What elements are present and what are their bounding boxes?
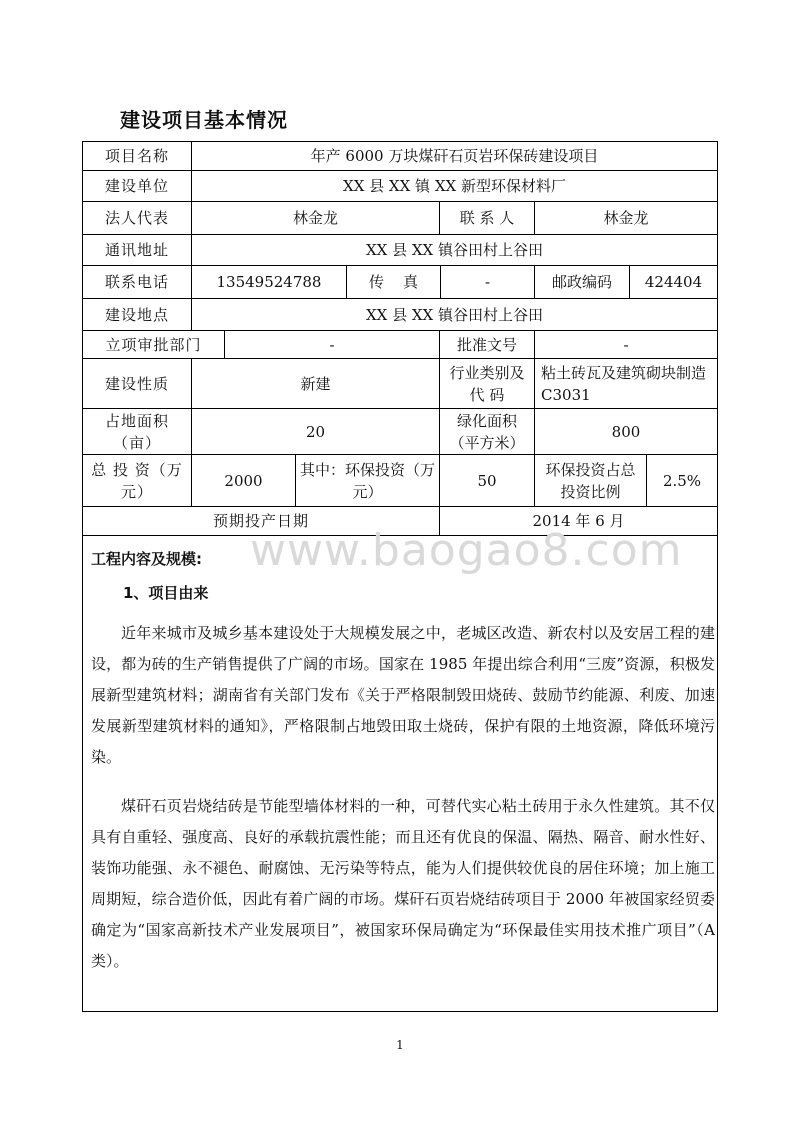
cell-label: 其中：环保投资（万元） [295,455,439,506]
cell-value: 年产 6000 万块煤矸石页岩环保砖建设项目 [191,142,717,170]
cell-value: - [440,266,534,298]
cell-label: 建设单位 [104,177,169,195]
cell-value: XX 县 XX 镇 XX 新型环保材料厂 [191,171,717,201]
cell-label: 环保投资占总投资比例 [534,455,646,506]
subsection-title: 1、项目由来 [123,584,209,602]
cell-value: 新建 [191,359,439,408]
cell-value: 50 [439,455,534,506]
cell-label: 建设地点 [104,305,169,324]
cell-value: 2014 年 6 月 [439,507,717,535]
cell-value: - [224,331,439,358]
cell-label: 项目名称 [104,147,169,165]
watermark: www.baogao8.com [250,525,683,576]
table-row [83,299,717,331]
cell-value: XX 县 XX 镇谷田村上谷田 [191,299,717,330]
cell-value: 粘土砖瓦及建筑砌块制造 C3031 [534,359,717,408]
cell-value: 林金龙 [191,202,439,234]
table-row [83,409,717,455]
table-row [83,455,717,507]
cell-value: 13549524788 [191,266,346,298]
table-row [83,171,717,202]
cell-label: 法人代表 [104,209,169,227]
cell-value: 424404 [629,266,717,298]
cell-label: 批准文号 [439,331,534,358]
cell-label: 建设性质 [104,374,169,393]
table-row [83,266,717,299]
cell-label: 联系电话 [104,273,169,291]
cell-value: 20 [191,409,439,454]
cell-value: 2.5% [646,455,717,506]
cell-value: 2000 [191,455,295,506]
cell-value: 林金龙 [534,202,717,234]
cell-label: 占地面积（亩） [104,411,169,452]
cell-value: XX 县 XX 镇谷田村上谷田 [191,235,717,265]
cell-label: 联 系 人 [439,202,534,234]
cell-label: 总 投 资（万 元） [91,460,183,501]
section-title: 工程内容及规模: [91,550,202,568]
cell-value: - [534,331,717,358]
table-row [83,142,717,171]
cell-label: 绿化面积（平方米） [439,409,534,454]
cell-label: 传 真 [346,266,440,298]
page-title: 建设项目基本情况 [120,108,288,132]
page-number: 1 [396,1038,404,1052]
cell-label: 邮政编码 [534,266,629,298]
project-info-table [82,141,718,1012]
table-row [83,202,717,235]
paragraph: 近年来城市及城乡基本建设处于大规模发展之中，老城区改造、新农村以及安居工程的建设，都为砖的生产销售提供了广阔的市场。国家在 1985 年提出综合利用“三废”资源，积极发展新型建筑材料；湖南省有关部门发布《关于严格限制毁田烧砖、鼓励节约能源、利废、加速发展新型建筑材料的通知》，严格限制占地毁田取土烧砖，保护有限的土地资源，降低环境污染。 [91,624,715,766]
paragraph: 煤矸石页岩烧结砖是节能型墙体材料的一种，可替代实心粘土砖用于永久性建筑。其不仅具有自重轻、强度高、良好的承载抗震性能；而且还有优良的保温、隔热、隔音、耐水性好、装饰功能强、永不褪色、耐腐蚀、无污染等特点，能为人们提供较优良的居住环境；加上施工周期短，综合造价低，因此有着广阔的市场。煤矸石页岩烧结砖项目于 2000 年被国家经贸委确定为“国家高新技术产业发展项目”，被国家环保局确定为“环保最佳实用技术推广项目”（A 类）。 [91,797,715,970]
table-row [83,235,717,266]
cell-label: 立项审批部门 [105,335,202,354]
table-row [83,359,717,409]
cell-label: 行业类别及代 码 [439,359,534,408]
table-row [83,331,717,359]
cell-label: 预期投产日期 [212,512,309,530]
cell-value: 800 [534,409,717,454]
cell-label: 通讯地址 [104,241,169,259]
